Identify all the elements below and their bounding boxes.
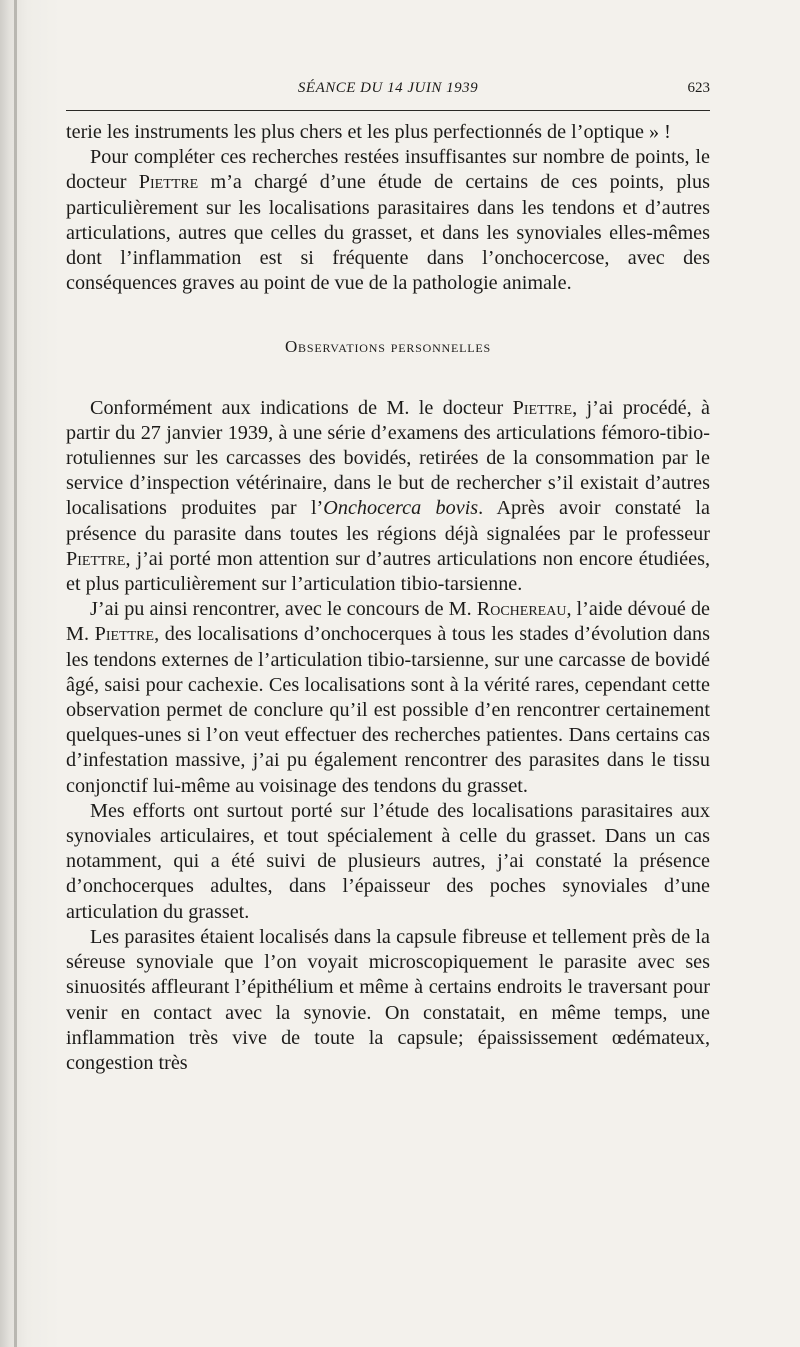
running-head: SÉANCE DU 14 JUIN 1939 [297,80,479,96]
paragraph-4-part-b: , l’aide dévoué de M. [66,598,710,646]
paragraph-4-part-a: J’ai pu ainsi rencontrer, avec le concours de M. [90,598,477,621]
page-header [66,80,710,106]
author-name: Rochereau [476,598,567,621]
author-name: Piettre [94,623,155,646]
paragraph-3-part-d: , j’ai porté mon attention sur d’autres articulations non encore étudiées, et plus particulièrement sur l’articulation tibio-tarsienne. [66,547,710,596]
paragraph-3-part-a: Conformément aux indications de M. le docteur [90,396,513,419]
header-rule [66,110,710,111]
paragraph-4 [66,597,710,799]
section-heading: Observations personnelles [284,337,492,357]
book-spine-shadow [14,0,17,1347]
paragraph-2-part-b: m’a chargé d’une étude de certains de ces points, plus particulièrement sur les localisations parasitaires dans les tendons et d’autres articulations, autres que celles du grasset, et dans les synoviales elles-mêmes dont l’inflammation est si fréquente dans l’onchocercose, avec des conséquences graves au point de vue de la pathologie animale. [66,171,710,295]
author-name: Piettre [66,547,126,570]
paragraph-3-part-c: . Après avoir constaté la présence du parasite dans toutes les régions déjà signalées par le professeur [66,497,710,545]
paragraph-3-part-b: , j’ai procédé, à partir du 27 janvier 1939, à une série d’examens des articulations fémoro-tibio-rotuliennes sur les carcasses des bovidés, retirées de la consommation par le service d’inspection vétérinaire, dans le but de rechercher s’il existait d’autres localisations produites par l’ [66,396,710,520]
body-text [66,120,710,1076]
paragraph-4-part-c: , des localisations d’onchocerques à tous les stades d’évolution dans les tendons externes de l’articulation tibio-tarsienne, sur une carcasse de bovidé âgé, saisi pour cachexie. Ces localisations sont à la vérité rares, cependant cette observation permet de conclure qu’il est possible d’en rencontrer certainement quelques-unes si l’on veut effectuer des recherches patientes. Dans certains cas d’infestation massive, j’ai pu également rencontrer des parasites dans le tissu conjonctif lui-même au voisinage des tendons du grasset. [66,623,710,797]
species-name: Onchocerca bovis [323,497,479,520]
paragraph-5: Mes efforts ont surtout porté sur l’étude des localisations parasitaires aux synoviales articulaires, et tout spécialement à celle du grasset. Dans un cas notamment, qui a été suivi de plusieurs autres, j’ai constaté la présence d’onchocerques adultes, dans l’épaisseur des poches synoviales d’une articulation du grasset. [66,799,710,923]
paragraph-2 [66,145,710,296]
author-name: Piettre [512,396,573,419]
paragraph-2-part-a: Pour compléter ces recherches restées insuffisantes sur nombre de points, le docteur [66,146,710,194]
paragraph-6: Les parasites étaient localisés dans la capsule fibreuse et tellement près de la séreuse synoviale que l’on voyait microscopiquement le parasite avec ses sinuosités affleurant l’épithélium et même à certains endroits le traversant pour venir en contact avec la synovie. On constatait, en même temps, une inflammation très vive de toute la capsule; épaississement œdémateux, congestion très [66,925,710,1074]
paragraph-3 [66,396,710,598]
page-number: 623 [687,80,710,96]
paragraph-continuation: terie les instruments les plus chers et les plus perfectionnés de l’optique » ! [66,121,671,143]
author-name: Piettre [138,171,199,194]
